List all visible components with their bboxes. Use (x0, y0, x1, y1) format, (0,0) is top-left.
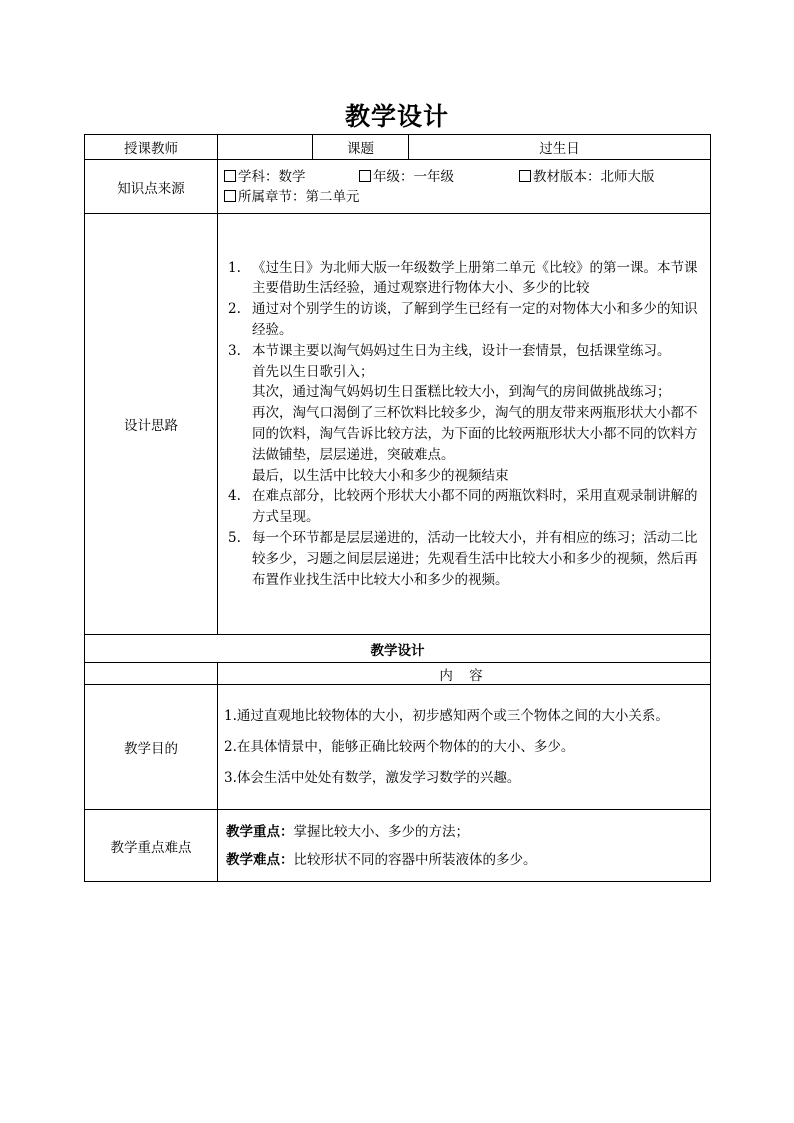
topic-value: 过生日 (409, 135, 711, 160)
teacher-label: 授课教师 (85, 135, 218, 160)
design-step: 再次，淘气口渴倒了三杯饮料比较多少，淘气的朋友带来两瓶形状大小都不同的饮料，淘气告诉比较方法，为下面的比较两瓶形状大小都不同的饮料方法做铺垫，层层递进，突破难点。 (252, 405, 698, 463)
source-cell (218, 160, 711, 214)
design-idea-label: 设计思路 (85, 214, 218, 635)
difficulty-label: 教学难点： (226, 851, 294, 868)
section-title: 教学设计 (85, 635, 711, 663)
design-idea-item: 4. 在难点部分，比较两个形状大小都不同的两瓶饮料时，采用直观录制讲解的方式呈现。 (228, 488, 698, 526)
design-step: 最后，以生活中比较大小和多少的视频结束 (252, 467, 509, 484)
teacher-value (218, 135, 313, 160)
focus-label: 教学重点： (226, 823, 294, 840)
focus-text: 掌握比较大小、多少的方法； (293, 823, 469, 840)
source-grade: 年级：一年级 (373, 168, 454, 185)
design-idea-row (85, 214, 711, 635)
lesson-plan-table (84, 134, 711, 882)
key-points-label: 教学重点难点 (85, 810, 218, 882)
design-step: 其次，通过淘气妈妈切生日蛋糕比较大小，到淘气的房间做挑战练习； (252, 384, 671, 401)
source-label: 知识点来源 (85, 160, 218, 214)
header-row (85, 135, 711, 160)
source-edition: 教材版本：北师大版 (533, 168, 655, 185)
goals-row (85, 685, 711, 810)
checkbox-icon (224, 190, 236, 202)
content-header: 内 容 (218, 663, 711, 685)
checkbox-icon (519, 170, 531, 182)
design-step: 首先以生日歌引入； (252, 363, 374, 380)
source-subject: 学科：数学 (238, 168, 306, 185)
topic-label: 课题 (313, 135, 409, 160)
goals-label: 教学目的 (85, 685, 218, 810)
content-header-blank (85, 663, 218, 685)
key-points-cell (218, 810, 711, 882)
difficulty-text: 比较形状不同的容器中所装液体的多少。 (293, 851, 537, 868)
source-row (85, 160, 711, 214)
design-idea-item: 1. 《过生日》为北师大版一年级数学上册第二单元《比较》的第一课。本节课主要借助生活经验，通过观察进行物体大小、多少的比较 (228, 259, 698, 297)
design-idea-item: 5. 每一个环节都是层层递进的，活动一比较大小，并有相应的练习；活动二比较多少，习题之间层层递进；先观看生活中比较大小和多少的视频，然后再布置作业找生活中比较大小和多少的视频。 (228, 529, 698, 588)
checkbox-icon (224, 170, 236, 182)
goal-item: 1.通过直观地比较物体的大小，初步感知两个或三个物体之间的大小关系。 (224, 708, 669, 724)
goals-cell (218, 685, 711, 810)
section-title-row (85, 635, 711, 663)
design-idea-list-continued (224, 486, 702, 590)
content-header-row (85, 663, 711, 685)
source-chapter: 所属章节：第二单元 (238, 188, 360, 205)
design-idea-list (224, 258, 702, 362)
checkbox-icon (359, 170, 371, 182)
design-idea-cell (218, 214, 711, 635)
page-title: 教学设计 (344, 102, 449, 131)
design-idea-item: 2. 通过对个别学生的访谈，了解到学生已经有一定的对物体大小和多少的知识经验。 (228, 301, 698, 339)
design-idea-item: 3. 本节课主要以淘气妈妈过生日为主线，设计一套情景，包括课堂练习。 (228, 342, 671, 359)
goal-item: 3.体会生活中处处有数学，激发学习数学的兴趣。 (224, 770, 521, 786)
goal-item: 2.在具体情景中，能够正确比较两个物体的的大小、多少。 (224, 739, 575, 755)
key-points-row (85, 810, 711, 882)
